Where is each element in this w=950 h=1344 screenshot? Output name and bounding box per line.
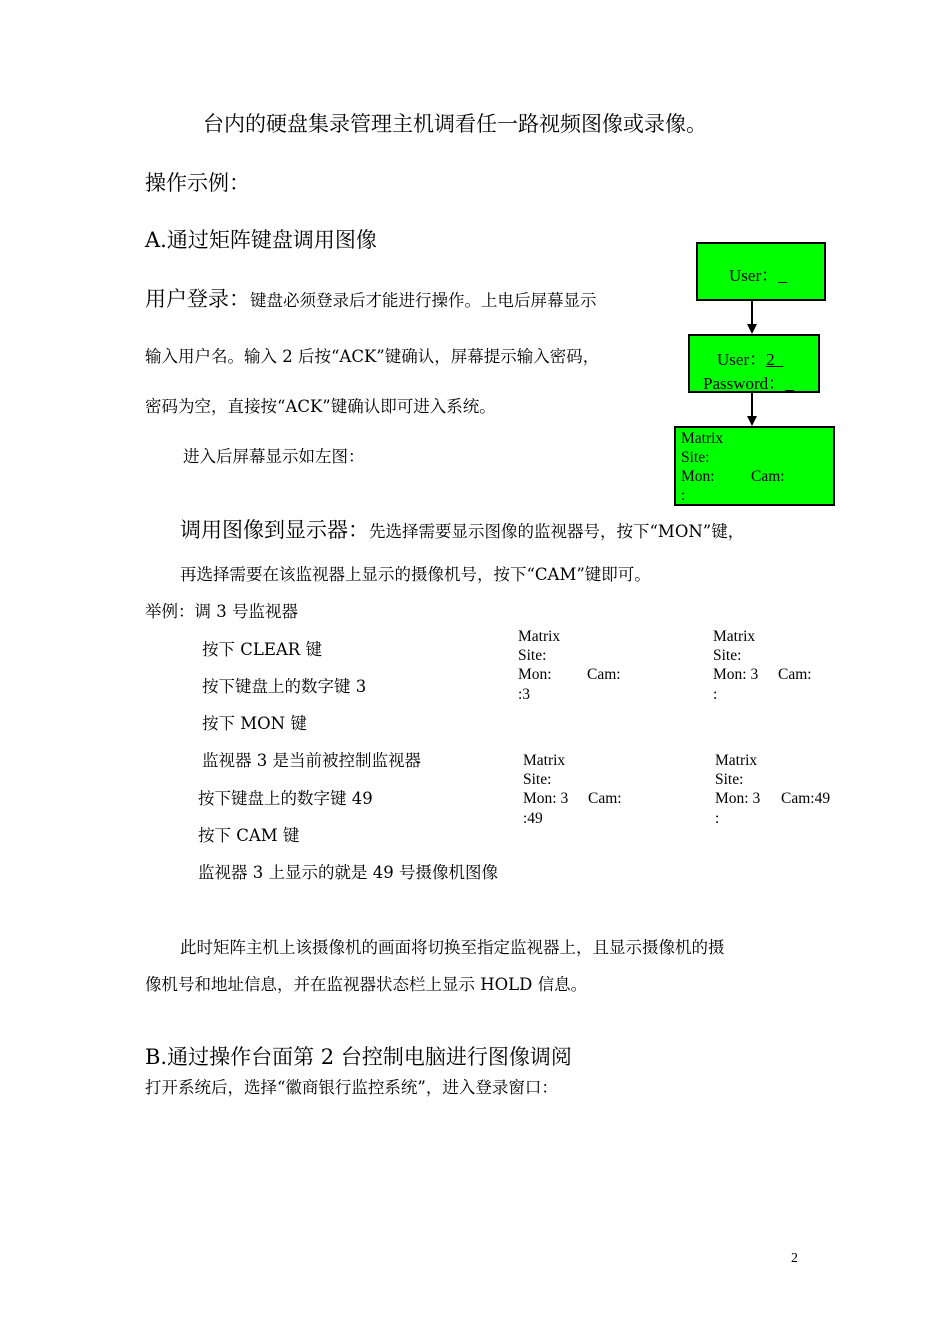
example-heading: 操作示例： (145, 171, 250, 195)
matrix-line: Matrix (518, 628, 561, 645)
cam-line: Cam: (751, 468, 785, 485)
example-step: 按下 CAM 键 (198, 826, 300, 845)
login-line-1-text: 键盘必须登录后才能进行操作。上电后屏幕显示 (250, 291, 597, 310)
mon-line: Mon: 3 (713, 666, 759, 683)
flow-arrow-1 (751, 301, 753, 325)
section-b-title: B.通过操作台面第 2 台控制电脑进行图像调阅 (145, 1045, 572, 1069)
mon-line: Mon: 3 (715, 790, 761, 807)
user-prompt: User：_ (729, 266, 787, 285)
section-b-line: 打开系统后，选择“徽商银行监控系统”，进入登录窗口： (145, 1078, 558, 1097)
matrix-screen-box (674, 426, 835, 506)
flow-arrow-head-2 (747, 416, 757, 426)
call-line-2: 再选择需要在该监视器上显示的摄像机号，按下“CAM”键即可。 (180, 565, 651, 584)
login-line-2: 输入用户名。输入 2 后按“ACK”键确认，屏幕提示输入密码， (145, 347, 600, 366)
cam-line: Cam: (587, 666, 621, 683)
login-heading: 用户登录： (145, 287, 250, 311)
example-step: 按下键盘上的数字键 3 (202, 677, 367, 696)
user-entered: User：2_ (717, 350, 784, 369)
mon-line: Mon: (518, 666, 552, 683)
intro-line: 台内的硬盘集录管理主机调看任一路视频图像或录像。 (203, 112, 707, 136)
result-line-1: 此时矩阵主机上该摄像机的画面将切换至指定监视器上，且显示摄像机的摄 (180, 938, 725, 957)
matrix-line: Matrix (681, 430, 724, 447)
example-step: 监视器 3 上显示的就是 49 号摄像机图像 (198, 863, 498, 882)
site-line: Site: (523, 771, 552, 788)
cursor-line: :49 (523, 810, 543, 827)
result-line-2: 像机号和地址信息，并在监视器状态栏上显示 HOLD 信息。 (145, 975, 588, 994)
matrix-line: Matrix (713, 628, 756, 645)
password-prompt: Password：_ (703, 374, 794, 393)
login-screen-user-box (696, 242, 826, 301)
login-line-3: 密码为空，直接按“ACK”键确认即可进入系统。 (145, 397, 496, 416)
mon-line: Mon: 3 (523, 790, 569, 807)
site-line: Site: (681, 449, 710, 466)
example-step: 监视器 3 是当前被控制监视器 (202, 751, 421, 770)
login-line-4: 进入后屏幕显示如左图： (183, 447, 365, 466)
page-number: 2 (791, 1251, 798, 1266)
example-step: 按下键盘上的数字键 49 (198, 789, 373, 808)
call-line-1-text: 先选择需要显示图像的监视器号，按下“MON”键， (369, 522, 745, 541)
cam-line: Cam:49 (781, 790, 831, 807)
example-title: 举例：调 3 号监视器 (145, 602, 298, 621)
site-line: Site: (713, 647, 742, 664)
matrix-line: Matrix (523, 752, 566, 769)
call-line-1 (180, 518, 744, 543)
login-line-1 (145, 287, 597, 312)
site-line: Site: (518, 647, 547, 664)
site-line: Site: (715, 771, 744, 788)
cursor-line: : (681, 487, 686, 504)
login-screen-password-box (688, 334, 820, 393)
flow-arrow-head-1 (747, 324, 757, 334)
cursor-line: :3 (518, 686, 531, 703)
matrix-line: Matrix (715, 752, 758, 769)
call-heading: 调用图像到显示器： (180, 518, 369, 542)
section-a-title: A.通过矩阵键盘调用图像 (145, 228, 377, 252)
cursor-line: : (713, 686, 718, 703)
cam-line: Cam: (588, 790, 622, 807)
flow-arrow-2 (751, 393, 753, 417)
mon-line: Mon: (681, 468, 715, 485)
cursor-line: : (715, 810, 720, 827)
example-step: 按下 MON 键 (202, 714, 307, 733)
cam-line: Cam: (778, 666, 812, 683)
example-step: 按下 CLEAR 键 (202, 640, 322, 659)
